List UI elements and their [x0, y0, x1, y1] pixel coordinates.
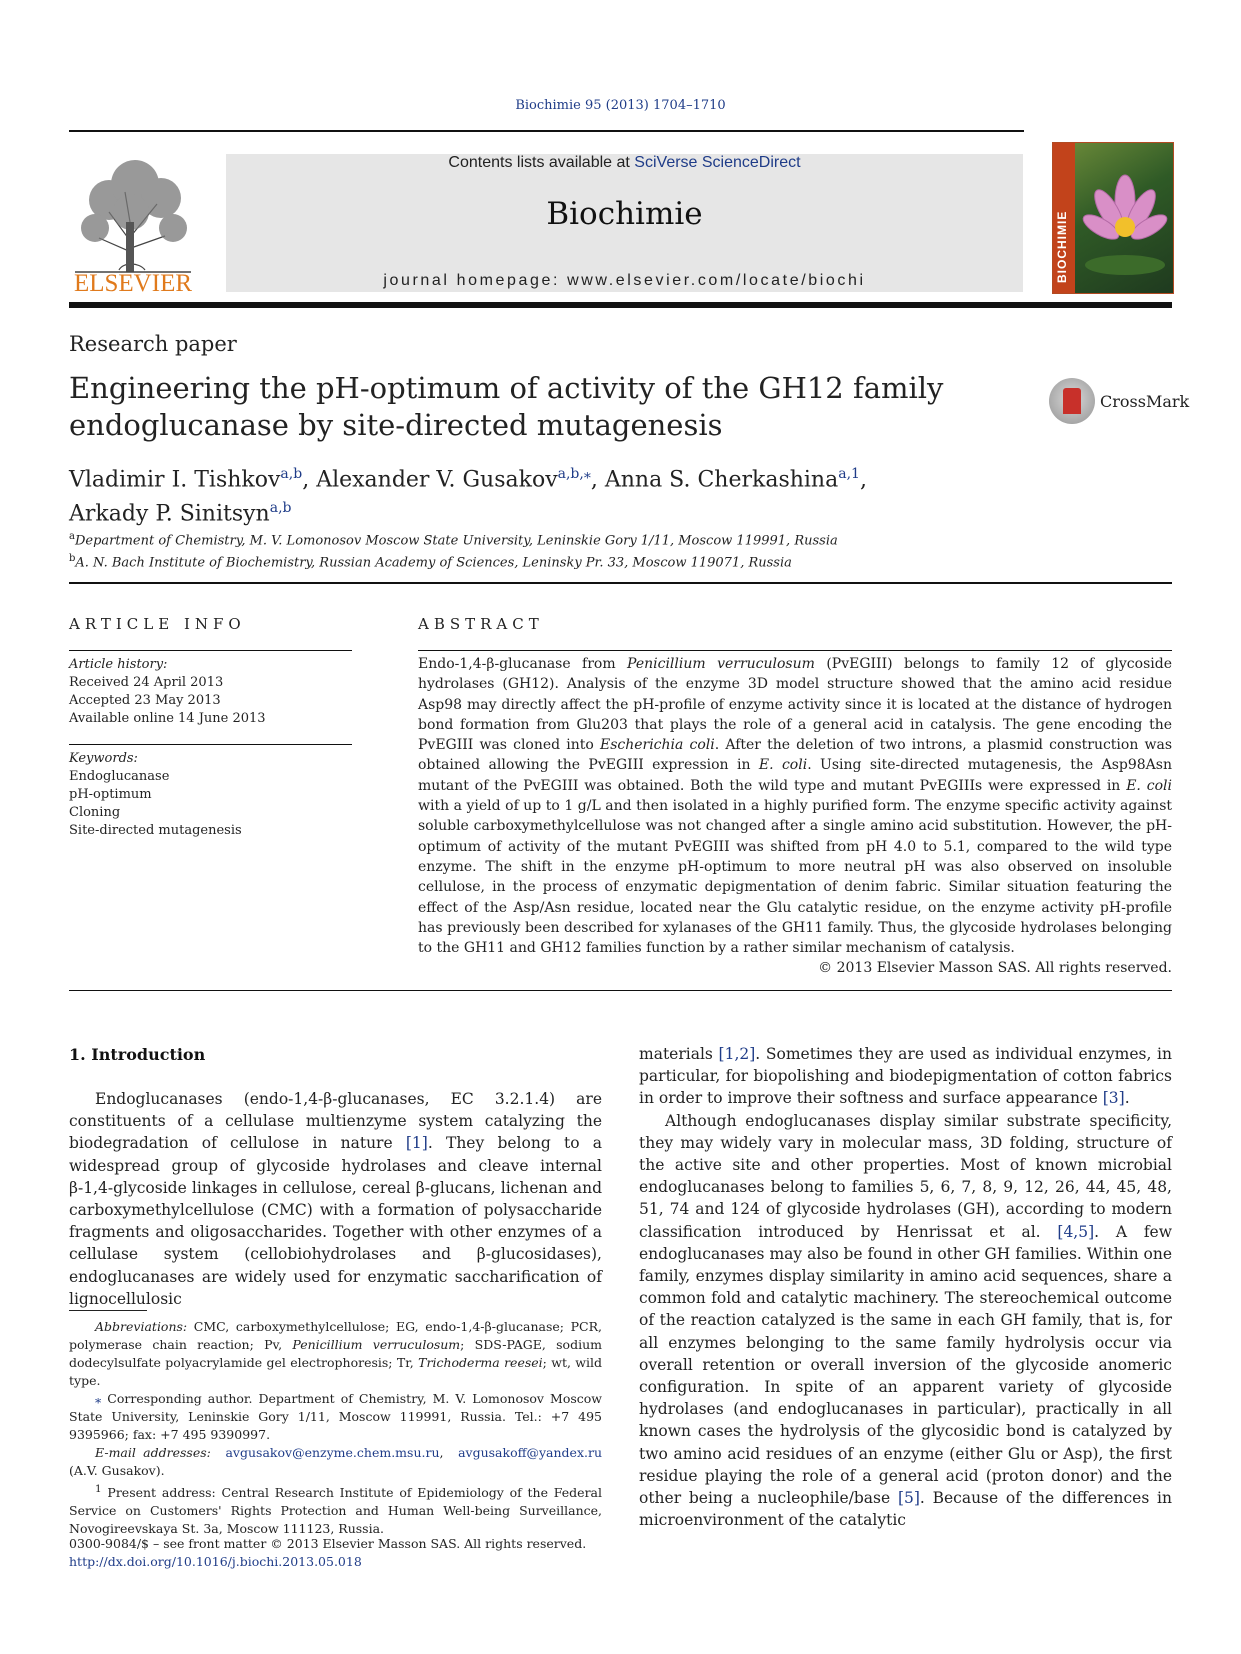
section-type: Research paper — [69, 332, 237, 356]
introduction-left-column: Endoglucanases (endo-1,4-β-glucanases, EC 3.2.1.4) are constituents of a cellulase multienzyme system catalyzing the biodegradation of cellulose in nature [1]. They belong to a widespread group of glycoside hydrolases and cleave internal β-1,4-glycoside linkages in cellulose, cereal β-glucans, lichenan and carboxymethylcellulose (CMC) with a formation of polysaccharide fragments and oligosaccharides. Together with other enzymes of a cellulase system (cellobiohydrolases and β-glucosidases), endoglucanases are widely used for enzymatic saccharification of lignocellulosic — [69, 1090, 602, 1308]
keywords: Keywords: Endoglucanase pH-optimum Cloning Site-directed mutagenesis — [69, 750, 352, 840]
contents-prefix: Contents lists available at — [448, 154, 630, 171]
doi-link[interactable]: http://dx.doi.org/10.1016/j.biochi.2013.05.018 — [69, 1554, 362, 1569]
author-list: Vladimir I. Tishkov$^{a,b}$, Alexander V. Gusakov$^{a,b,⁎}$, Anna S. Cherkashina$^{a,1}$, Arkady P. Sinitsyn$^{a,b}$ — [69, 466, 867, 527]
affiliation-item: $^a$Department of Chemistry, M. V. Lomonosov Moscow State University, Leninskie Gory 1/11, Moscow 119991, Russia — [69, 531, 838, 549]
journal-reference[interactable]: Biochimie 95 (2013) 1704–1710 — [515, 98, 726, 113]
keyword-item: Cloning — [69, 805, 121, 820]
abstract-text: Endo-1,4-β-glucanase from Penicillium verruculosum (PvEGIII) belongs to family 12 of glycoside hydrolases (GH12). Analysis of the enzyme 3D model structure showed that the amino acid residue Asp98 may directly affect the pH-profile of enzyme activity since it is located at the distance of hydrogen bond formation from Glu203 that plays the role of a general acid in catalysis. The gene encoding the PvEGIII was cloned into Escherichia coli. After the deletion of two introns, a plasmid construction was obtained allowing the PvEGIII expression in E. coli. Using site-directed mutagenesis, the Asp98Asn mutant of the PvEGIII was obtained. Both the wild type and mutant PvEGIIIs were expressed in E. coli with a yield of up to 1 g/L and then isolated in a highly purified form. The enzyme specific activity against soluble carboxymethylcellulose was not changed after a single amino acid substitution. However, the pH-optimum of activity of the mutant PvEGIII was shifted from pH 4.0 to 5.1, compared to the wild type enzyme. The shift in the enzyme pH-optimum to more neutral pH was also observed on insoluble cellulose, in the process of enzymatic depigmentation of denim fabric. Similar situation featuring the effect of the Asp/Asn residue, located near the Glu catalytic residue, on the enzyme activity pH-profile has previously been described for xylanases of the GH11 family. Thus, the glycoside hydrolases belonging to the GH11 and GH12 families function by a rather similar mechanism of catalysis. — [418, 656, 1173, 957]
affiliation-rule — [69, 582, 1172, 584]
affiliations — [69, 528, 1169, 573]
elsevier-wordmark: ELSEVIER — [73, 270, 193, 297]
abstract-copyright: © 2013 Elsevier Masson SAS. All rights reserved. — [818, 960, 1172, 976]
keywords-rule — [69, 744, 352, 745]
email-link[interactable]: avgusakoff@yandex.ru — [458, 1445, 603, 1460]
author-name[interactable]: Alexander V. Gusakov — [316, 467, 558, 493]
email-footnote: E-mail addresses: avgusakov@enzyme.chem.msu.ru, avgusakoff@yandex.ru (A.V. Gusakov). — [69, 1445, 603, 1478]
keyword-item: Endoglucanase — [69, 769, 170, 784]
front-matter — [69, 1535, 586, 1571]
issn-line: 0300-9084/$ – see front matter © 2013 Elsevier Masson SAS. All rights reserved. — [69, 1536, 587, 1551]
introduction-right-column: materials [1,2]. Sometimes they are used as individual enzymes, in particular, for biopolishing and biodepigmentation of cotton fabrics in order to improve their softness and surface appearance [3]. Although endoglucanases display similar substrate specificity, they may widely vary in molecular mass, 3D folding, structure of the active site and other properties. Most of known microbial endoglucanases belong to families 5, 6, 7, 8, 9, 12, 26, 44, 45, 48, 51, 74 and 124 of glycoside hydrolases (GH), according to modern classification introduced by Henrissat et al. [4,5]. A few endoglucanases may also be found in other GH families. Within one family, enzymes display similarity in amino acid sequences, share a common fold and catalytic machinery. The stereochemical outcome of the reaction catalyzed is the same in each GH family, that is, for all enzymes belonging to the same family hydrolysis occur via overall retention or overall inversion of the glycoside anomeric configuration. In spite of an apparent variety of glycoside hydrolases (and endoglucanases in particular), practically in all known cases the hydrolysis of the glycosidic bond is catalyzed by two amino acid residues of an enzyme (either Glu or Asp), the first residue playing the role of a general acid (proton donor) and the other being a nucleophile/base [5]. Because of the differences in microenvironment of the catalytic — [639, 1045, 1172, 1530]
journal-cover-thumbnail[interactable] — [1052, 142, 1174, 294]
cover-title: BIOCHIMIE — [1055, 210, 1069, 283]
citation-link[interactable]: [1,2] — [718, 1045, 756, 1063]
author-affiliation-sup[interactable]: a,b — [280, 466, 303, 482]
introduction-heading: 1. Introduction — [69, 1045, 206, 1064]
article-info-heading: ARTICLE INFO — [69, 615, 246, 633]
abbreviations-footnote: Abbreviations: CMC, carboxymethylcellulose; EG, endo-1,4-β-glucanase; PCR, polymerase chain reaction; Pv, Penicillium verruculosum; SDS-PAGE, sodium dodecylsulfate polyacrylamide gel electrophoresis; Tr, Trichoderma reesei; wt, wild type. — [69, 1319, 602, 1388]
crossmark-label[interactable]: CrossMark — [1100, 392, 1190, 411]
journal-name[interactable]: Biochimie — [546, 196, 703, 232]
present-address-footnote: $^1$ Present address: Central Research Institute of Epidemiology of the Federal Service on Customers' Rights Protection and Human Well-being Surveillance, Novogireevskaya St. 3a, Moscow 111123, Russia. — [69, 1483, 602, 1537]
citation-link[interactable]: [3] — [1102, 1089, 1125, 1108]
article-history: Article history: Received 24 April 2013 Accepted 23 May 2013 Available online 14 June 2013 — [69, 657, 266, 726]
citation-link[interactable]: [1] — [405, 1134, 428, 1153]
abstract-rule — [418, 650, 1172, 651]
author-name[interactable]: Vladimir I. Tishkov — [69, 467, 281, 493]
crossmark-icon[interactable] — [1049, 378, 1095, 424]
abstract-heading: ABSTRACT — [418, 615, 544, 633]
footnote-rule — [69, 1310, 147, 1311]
affiliation-item: $^b$A. N. Bach Institute of Biochemistry, Russian Academy of Sciences, Leninsky Pr. 33, Moscow 119071, Russia — [69, 553, 792, 571]
author-affiliation-sup[interactable]: a,b,⁎ — [557, 466, 591, 482]
keyword-item: Site-directed mutagenesis — [69, 823, 242, 838]
article-info-rule — [69, 650, 352, 651]
abstract-bottom-rule — [69, 990, 1172, 991]
citation-link[interactable]: [5] — [897, 1489, 920, 1508]
article-title: Engineering the pH-optimum of activity of the GH12 family endoglucanase by site-directed mutagenesis — [69, 371, 944, 442]
email-link[interactable]: avgusakov@enzyme.chem.msu.ru — [225, 1445, 440, 1460]
journal-homepage[interactable]: journal homepage: www.elsevier.com/locate/biochi — [383, 272, 866, 289]
author-name[interactable]: Arkady P. Sinitsyn — [69, 501, 270, 527]
header-bottom-rule — [69, 302, 1172, 308]
author-name[interactable]: Anna S. Cherkashina — [604, 467, 839, 493]
sciencedirect-link[interactable]: SciVerse ScienceDirect — [634, 154, 801, 171]
header-top-rule — [69, 130, 1024, 132]
water-lily-icon — [1079, 161, 1171, 281]
author-affiliation-sup[interactable]: a,1 — [838, 466, 860, 482]
author-affiliation-sup[interactable]: a,b — [269, 500, 292, 517]
corresponding-author-footnote: ⁎ Corresponding author. Department of Chemistry, M. V. Lomonosov Moscow State University, Leninskie Gory 1/11, Moscow 119991, Russia. Tel.: +7 495 9395966; fax: +7 495 9390997. — [69, 1391, 602, 1442]
citation-link[interactable]: [4,5] — [1057, 1222, 1095, 1241]
footnotes — [69, 1318, 602, 1538]
contents-line — [226, 154, 1023, 172]
keyword-item: pH-optimum — [69, 787, 152, 802]
